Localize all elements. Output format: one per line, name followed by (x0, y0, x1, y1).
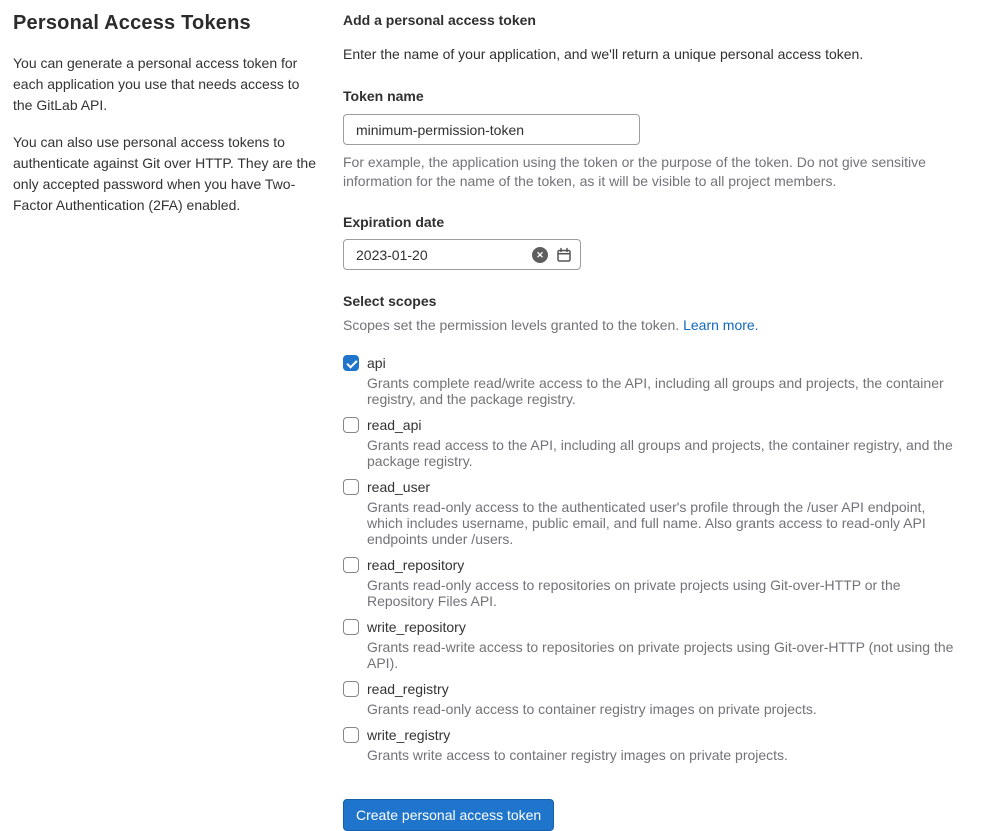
scope-row (343, 727, 965, 763)
scope-row (343, 619, 965, 671)
page-description-1: You can generate a personal access token for each application you use that needs access to the GitLab API. (13, 55, 300, 113)
token-name-input[interactable] (343, 114, 640, 145)
scope-checkbox[interactable] (343, 355, 359, 371)
expiration-date-input[interactable] (356, 247, 532, 263)
add-token-form (343, 12, 965, 831)
scope-row (343, 681, 965, 717)
learn-more-link[interactable]: Learn more. (683, 317, 759, 333)
scope-checkbox-row (343, 619, 965, 635)
calendar-icon[interactable] (556, 247, 572, 263)
scope-checkbox-row (343, 681, 965, 697)
scope-label[interactable]: read_api (367, 417, 422, 433)
scope-checkbox-row (343, 355, 965, 371)
scope-label[interactable]: read_user (367, 479, 431, 495)
token-name-label: Token name (343, 88, 424, 104)
scope-label[interactable]: api (367, 355, 386, 371)
scope-label[interactable]: write_repository (367, 619, 466, 635)
expiration-date-field[interactable] (343, 239, 581, 270)
scope-checkbox-row (343, 417, 965, 433)
scope-label[interactable]: read_repository (367, 557, 465, 573)
scope-checkbox[interactable] (343, 681, 359, 697)
scope-checkbox[interactable] (343, 727, 359, 743)
scope-row (343, 355, 965, 407)
scope-checkbox-row (343, 727, 965, 743)
scope-checkbox[interactable] (343, 557, 359, 573)
scope-description: Grants read-only access to repositories on private projects using Git-over-HTTP or the Repository Files API. (367, 577, 901, 609)
scope-description: Grants read-write access to repositories on private projects using Git-over-HTTP (not using the API). (367, 639, 954, 671)
scope-description: Grants read access to the API, including all groups and projects, the container registry, and the package registry. (367, 437, 953, 469)
select-scopes-label: Select scopes (343, 293, 437, 309)
scope-row (343, 557, 965, 609)
scope-description: Grants read-only access to container registry images on private projects. (367, 701, 817, 717)
clear-date-icon[interactable]: ✕ (532, 247, 548, 263)
scope-checkbox[interactable] (343, 619, 359, 635)
scope-label[interactable]: write_registry (367, 727, 451, 743)
scope-description: Grants complete read/write access to the API, including all groups and projects, the container registry, and the package registry. (367, 375, 944, 407)
form-heading: Add a personal access token (343, 12, 536, 28)
scope-description: Grants write access to container registry images on private projects. (367, 747, 788, 763)
page-description-2: You can also use personal access tokens to authenticate against Git over HTTP. They are the only accepted password when you have Two-Factor Authentication (2FA) enabled. (13, 134, 316, 213)
scope-list (343, 355, 965, 763)
create-token-button[interactable]: Create personal access token (343, 799, 554, 831)
scope-row (343, 479, 965, 547)
scope-checkbox-row (343, 479, 965, 495)
scopes-help-text: Scopes set the permission levels granted to the token. (343, 317, 684, 333)
page-title: Personal Access Tokens (13, 12, 251, 34)
scope-label[interactable]: read_registry (367, 681, 449, 697)
scope-checkbox-row (343, 557, 965, 573)
token-name-help: For example, the application using the token or the purpose of the token. Do not give sensitive information for the name of the token, as it will be visible to all project members. (343, 154, 926, 189)
scope-row (343, 417, 965, 469)
scope-checkbox[interactable] (343, 417, 359, 433)
page-description-column (13, 12, 330, 831)
expiration-date-label: Expiration date (343, 214, 445, 230)
scopes-help (343, 315, 965, 336)
scope-description: Grants read-only access to the authenticated user's profile through the /user API endpoint, which includes username, public email, and full name. Also grants access to read-only API endpoints under /users. (367, 499, 926, 547)
form-subheading: Enter the name of your application, and we'll return a unique personal access token. (343, 46, 864, 62)
scope-checkbox[interactable] (343, 479, 359, 495)
